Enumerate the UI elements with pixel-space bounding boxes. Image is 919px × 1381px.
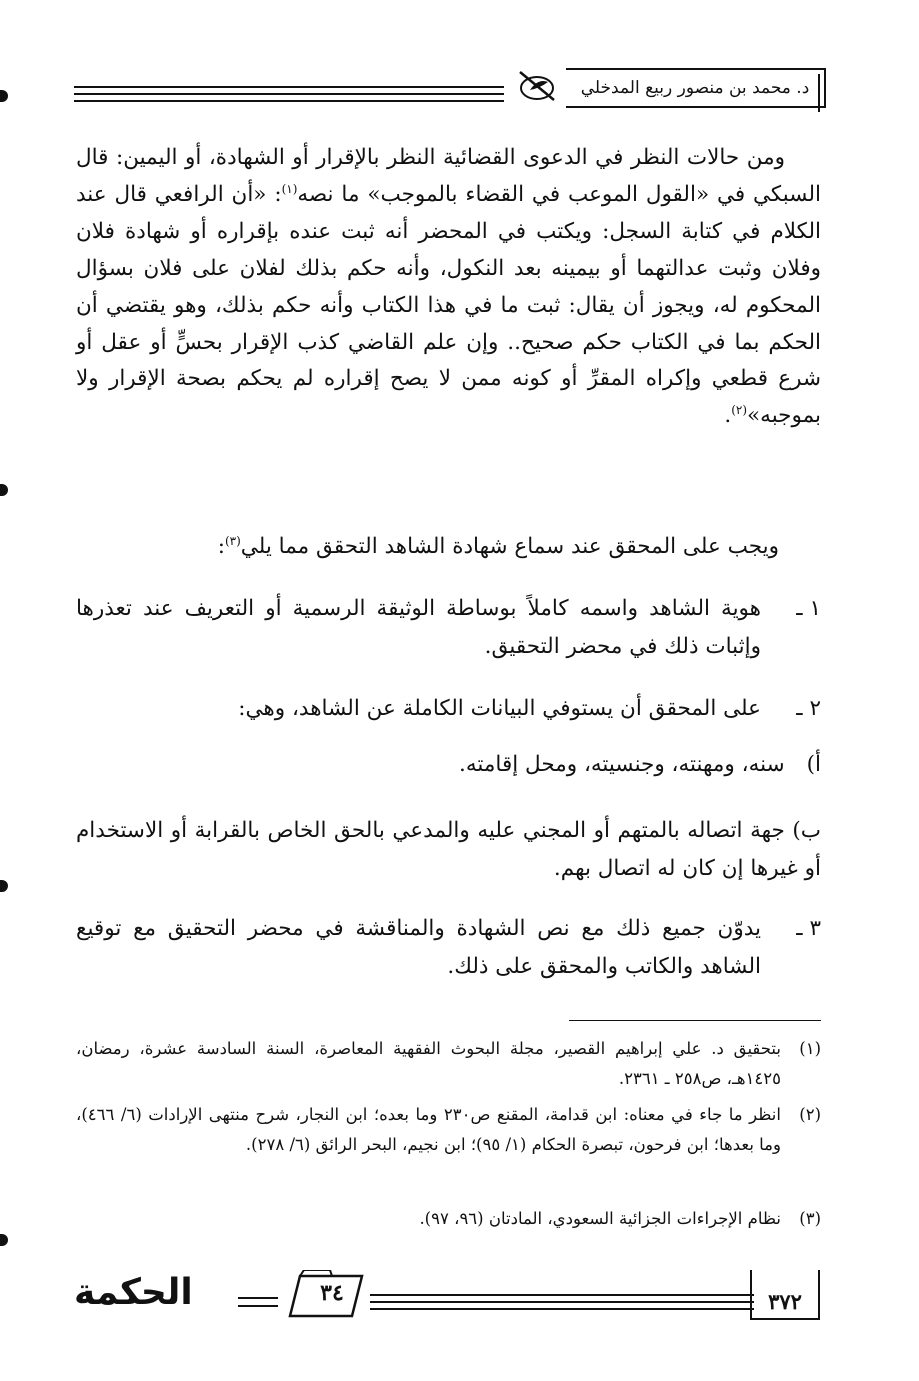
- binding-mark: [0, 1234, 8, 1246]
- sub-item-text: جهة اتصاله بالمتهم أو المجني عليه والمدعي بالحق الخاص بالقرابة أو الاستخدام أو غيرها إن كان له اتصال بهم.: [76, 818, 821, 881]
- footnote-ref: (٣): [224, 533, 241, 548]
- page-footer: [74, 1270, 826, 1330]
- item-number: ٢ ـ: [796, 696, 821, 721]
- sub-item-text: سنه، ومهنته، وجنسيته، ومحل إقامته.: [459, 752, 785, 777]
- sub-item-a: [459, 752, 821, 777]
- page-header: [74, 62, 826, 114]
- list-item: [76, 690, 821, 728]
- item-text: هوية الشاهد واسمه كاملاً بوساطة الوثيقة الرسمية أو التعريف عند تعذرها وإثبات ذلك في محضر التحقيق.: [76, 596, 761, 659]
- item-text: يدوّن جميع ذلك مع نص الشهادة والمناقشة في محضر التحقيق مع توقيع الشاهد والكاتب والمحقق على ذلك.: [76, 916, 761, 979]
- header-rule: [74, 86, 504, 88]
- paragraph-text: ومن حالات النظر في الدعوى القضائية النظر بالإقرار أو الشهادة، أو اليمين: قال السبكي في «القول الموعب في القضاء بالموجب» ما نصه: [76, 145, 821, 207]
- header-rule: [74, 93, 504, 95]
- sub-item-label: أ): [806, 752, 821, 777]
- intro-line: [218, 534, 779, 559]
- list-item: [76, 910, 821, 986]
- end-punct: .: [724, 403, 732, 429]
- quoted-text: : «أن الرافعي قال عند الكلام في كتابة السجل: ويكتب في المحضر أنه ثبت عنده بإقراره أو شهادة فلان وفلان وثبت عدالتهما أو بيمينه بعد النكول، وأنه حكم بذلك لفلان على فلان بسؤال المحكوم له، ويجوز أن يقال: ثبت ما في هذا الكتاب وأنه حكم بذلك، وهو يقتضي أن الحكم بما في الكتاب حكم صحيح.. وإن علم القاضي كذب الإقرار بحسٍّ أو عقل أو شرع قطعي وإكراه المقرِّ أو كونه ممن لا يصح إقراره لم يحكم بصحة الإقرار ولا بموجبه»: [76, 181, 821, 429]
- item-text: على المحقق أن يستوفي البيانات الكاملة عن الشاهد، وهي:: [238, 696, 761, 721]
- page-number: ٣٧٢: [750, 1270, 820, 1320]
- footer-rule: [238, 1297, 278, 1299]
- list-item: [76, 590, 821, 666]
- author-name: د. محمد بن منصور ربيع المدخلي: [566, 68, 826, 108]
- intro-punct: :: [217, 534, 225, 559]
- footnote-text: نظام الإجراءات الجزائية السعودي، المادتان (٩٦، ٩٧).: [419, 1209, 781, 1228]
- footer-rule: [238, 1305, 278, 1307]
- footnote: [76, 1034, 821, 1094]
- quill-pen-icon: [516, 68, 558, 104]
- sub-item-label: ب): [792, 818, 821, 843]
- header-rule: [74, 100, 504, 102]
- intro-text: ويجب على المحقق عند سماع شهادة الشاهد التحقق مما يلي: [240, 534, 779, 559]
- footnote-text: بتحقيق د. علي إبراهيم القصير، مجلة البحوث الفقهية المعاصرة، السنة السادسة عشرة، رمضان، ١٤٢٥هـ، ص٢٥٨ ـ ٢٣٦١.: [76, 1039, 781, 1088]
- footnote-number: (١): [799, 1039, 821, 1058]
- binding-mark: [0, 484, 8, 496]
- item-number: ٣ ـ: [796, 916, 821, 941]
- footnote: [76, 1100, 821, 1160]
- footnote: [76, 1204, 821, 1234]
- footnote-number: (٢): [799, 1105, 821, 1124]
- footnote-text: انظر ما جاء في معناه: ابن قدامة، المقنع ص٢٣٠ وما بعده؛ ابن النجار، شرح منتهى الإرادات (٦/ ٤٦٦)، وما بعدها؛ ابن فرحون، تبصرة الحكام (١/ ٩٥)؛ ابن نجيم، البحر الرائق (٦/ ٢٧٨).: [76, 1105, 781, 1154]
- main-paragraph: [76, 140, 821, 435]
- footnote-separator: [569, 1020, 821, 1021]
- item-number: ١ ـ: [796, 596, 821, 621]
- footer-rule: [370, 1301, 754, 1303]
- issue-number: ٣٤: [320, 1280, 344, 1306]
- binding-mark: [0, 90, 8, 102]
- footer-rule: [370, 1308, 754, 1310]
- footnote-ref: (٢): [731, 403, 748, 418]
- magazine-logo: الحكمة: [74, 1272, 193, 1313]
- footnote-number: (٣): [799, 1209, 821, 1228]
- footnote-ref: (١): [281, 181, 298, 196]
- sub-item-b: [76, 812, 821, 888]
- binding-mark: [0, 880, 8, 892]
- footer-rule: [370, 1294, 754, 1296]
